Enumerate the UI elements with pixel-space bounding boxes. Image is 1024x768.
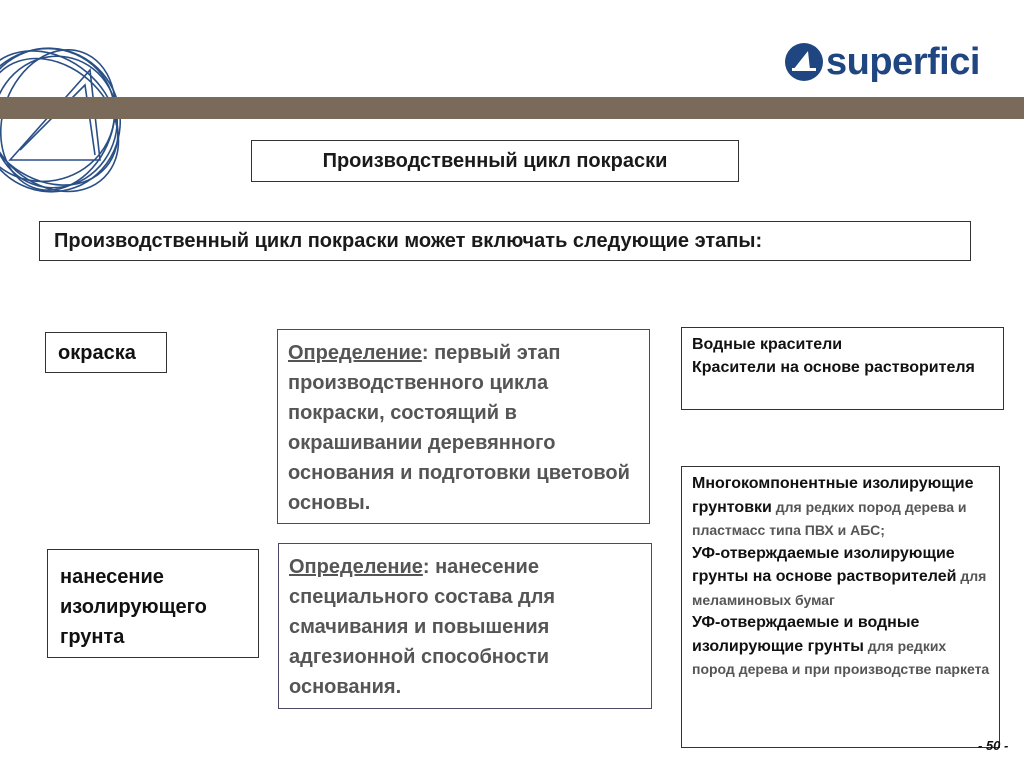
definition-primer (278, 543, 652, 709)
info-item-note: для редких пород дерева и пластмасс типа ПВХ и АБС; (692, 498, 967, 538)
info-item-note: для редких пород дерева и при производстве паркета (692, 637, 990, 677)
info-item-note: для меламиновых бумаг (692, 568, 987, 608)
superfici-logo-icon (784, 42, 824, 82)
definition-term: Определение (288, 342, 422, 364)
info-line: Красители на основе растворителя (692, 358, 975, 376)
info-item (692, 543, 991, 613)
page-subtitle: Производственный цикл покраски может включать следующие этапы: (39, 221, 971, 261)
info-dyes (681, 327, 1004, 410)
info-primers (681, 466, 1000, 748)
info-item (692, 612, 991, 682)
stage-label-painting: окраска (45, 332, 167, 373)
definition-term: Определение (289, 556, 423, 578)
page-number: - 50 - (978, 738, 1009, 753)
header-band (0, 97, 1024, 119)
info-item (692, 473, 991, 543)
info-item-main: УФ-отверждаемые и водные изолирующие грунты (692, 614, 920, 655)
brand-name: superfici (826, 41, 980, 83)
info-item-main: Многокомпонентные изолирующие грунтовки (692, 475, 974, 516)
definition-painting (277, 329, 650, 524)
definition-text: : нанесение специального состава для смачивания и повышения адгезионной способности основания. (289, 556, 556, 698)
swirl-logo-icon (0, 30, 140, 210)
info-item-main: УФ-отверждаемые изолирующие грунты на основе растворителей (692, 544, 957, 585)
page-title: Производственный цикл покраски (251, 140, 739, 182)
info-line: Водные красители (692, 336, 843, 353)
brand-logo (784, 42, 980, 82)
stage-label-primer: нанесение изолирующего грунта (47, 549, 259, 658)
definition-text: : первый этап производственного цикла покраски, состоящий в окрашивании деревянного основания и подготовки цветовой основы. (288, 342, 630, 514)
